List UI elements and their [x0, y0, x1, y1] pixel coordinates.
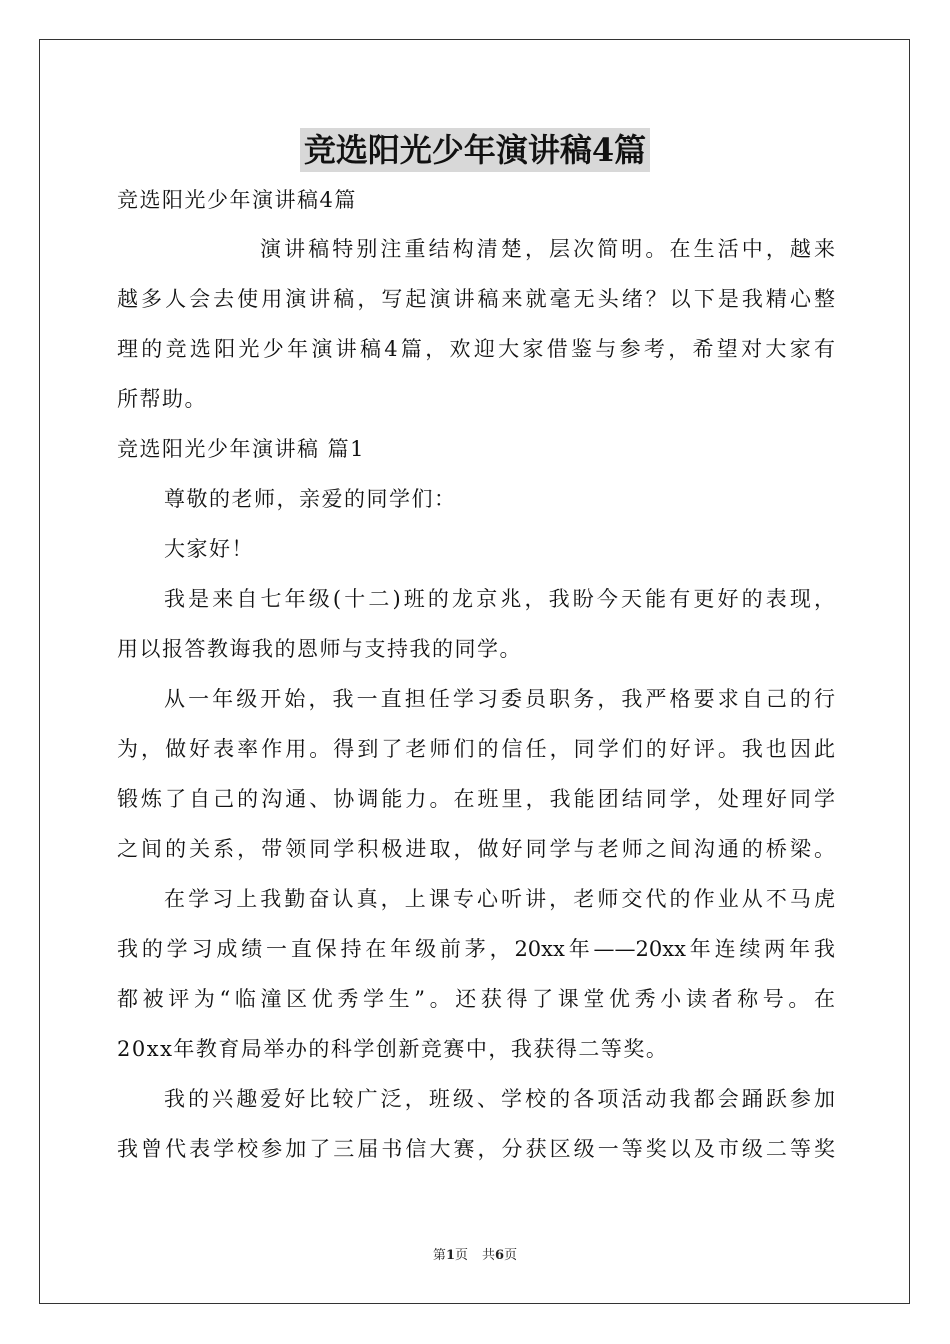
- greeting-line: 尊敬的老师，亲爱的同学们：: [164, 487, 457, 511]
- section-heading: 竞选阳光少年演讲稿 篇1: [117, 437, 366, 461]
- intro-line-2: 越多人会去使用演讲稿，写起演讲稿来就毫无头绪？以下是我精心整: [117, 287, 835, 311]
- para2-line-1: 从一年级开始，我一直担任学习委员职务，我严格要求自己的行: [164, 687, 835, 711]
- para4-line-2: 我曾代表学校参加了三届书信大赛，分获区级一等奖以及市级二等奖: [117, 1137, 835, 1161]
- footer-total-number: 6: [495, 1248, 505, 1263]
- intro-line-1: 演讲稿特别注重结构清楚，层次简明。在生活中，越来: [260, 237, 835, 261]
- para1-line-1: 我是来自七年级(十二)班的龙京兆，我盼今天能有更好的表现，: [164, 587, 835, 611]
- document-title: [0, 128, 950, 172]
- footer-total-suffix: 页: [504, 1248, 518, 1263]
- para3-line-1: 在学习上我勤奋认真，上课专心听讲，老师交代的作业从不马虎: [164, 887, 835, 911]
- footer-page-suffix: 页: [454, 1248, 468, 1263]
- para3-line-4: 20xx年教育局举办的科学创新竞赛中，我获得二等奖。: [117, 1037, 669, 1061]
- para2-line-2: 为，做好表率作用。得到了老师们的信任，同学们的好评。我也因此: [117, 737, 835, 761]
- para1-line-2: 用以报答教诲我的恩师与支持我的同学。: [117, 637, 522, 661]
- para2-line-4: 之间的关系，带领同学积极进取，做好同学与老师之间沟通的桥梁。: [117, 837, 835, 861]
- para2-line-3: 锻炼了自己的沟通、协调能力。在班里，我能团结同学，处理好同学: [117, 787, 835, 811]
- para3-line-3: 都被评为“临潼区优秀学生”。还获得了课堂优秀小读者称号。在: [117, 987, 835, 1011]
- footer-page-prefix: 第: [432, 1248, 446, 1263]
- page-footer: [0, 1246, 950, 1266]
- document-title-text: 竞选阳光少年演讲稿4篇: [300, 128, 650, 172]
- intro-line-4: 所帮助。: [117, 387, 207, 411]
- para4-line-1: 我的兴趣爱好比较广泛，班级、学校的各项活动我都会踊跃参加: [164, 1087, 835, 1111]
- document-subtitle: 竞选阳光少年演讲稿4篇: [117, 188, 357, 212]
- footer-total-prefix: 共: [482, 1248, 496, 1263]
- intro-line-3: 理的竞选阳光少年演讲稿4篇，欢迎大家借鉴与参考，希望对大家有: [117, 337, 835, 361]
- page-border: [39, 39, 910, 1304]
- footer-page-number: 1: [445, 1248, 455, 1263]
- hello-line: 大家好！: [164, 537, 254, 561]
- para3-line-2: 我的学习成绩一直保持在年级前茅，20xx年——20xx年连续两年我: [117, 937, 835, 961]
